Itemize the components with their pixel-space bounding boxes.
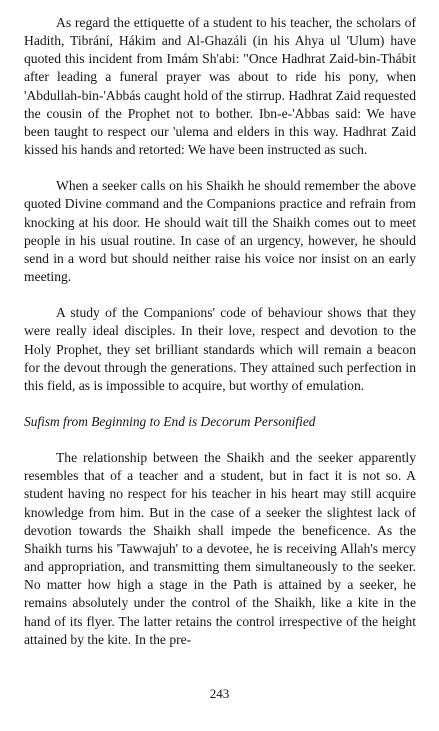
page-number: 243 — [209, 686, 230, 701]
paragraph-spacer — [24, 431, 416, 449]
section-heading: Sufism from Beginning to End is Decorum Personified — [24, 413, 316, 429]
paragraph-spacer — [24, 159, 416, 177]
page-body — [24, 14, 416, 649]
paragraph-seeker-calls-on-shaikh: When a seeker calls on his Shaikh he should remember the above quoted Divine command and the Companions practice and refrain from knocking at his door. He should wait till the Shaikh comes out to meet people in his usual routine. In case of an urgency, however, he should send in a word but should neither raise his voice nor insist on an early meeting. — [24, 178, 416, 285]
paragraph-spacer — [24, 395, 416, 413]
paragraph-spacer — [24, 286, 416, 304]
paragraph-shaikh-seeker-relationship: The relationship between the Shaikh and the seeker apparently resembles that of a teacher and a student, but in fact it is not so. A student having no respect for his teacher in his heart may still acquire knowledge from him. But in the case of a seeker the slightest lack of devotion towards the Shaikh shall impede the beneficence. As the Shaikh turns his 'Tawwajuh' to a devotee, he is receiving Allah's mercy and appropriation, and transmitting them simultaneously to the seeker. No matter how high a stage in the Path is attained by a seeker, he remains absolutely under the control of the Shaikh, like a kite in the hand of its flyer. The latter retains the control irrespective of the height attained by the kite. In the pre- — [24, 450, 416, 647]
paragraph-etiquette-of-student: As regard the ettiquette of a student to his teacher, the scholars of Hadith, Tibrání, Hákim and Al-Ghazáli (in his Ahya ul 'Ulum) have quoted this incident from Imám Sh'abi: "Once Hadhrat Zaid-bin-Thábit after leading a funeral prayer was about to ride his pony, when 'Abdullah-bin-'Abbás caught hold of the stirrup. Hadhrat Zaid requested the cousin of the Prophet not to bother. Ibn-e-'Abbas said: We have been taught to respect our 'ulema and elders in this way. Hadhrat Zaid kissed his hands and retorted: We have been instructed as such. — [24, 15, 416, 158]
paragraph-companions-code: A study of the Companions' code of behaviour shows that they were really ideal disciples. In their love, respect and devotion to the Holy Prophet, they set brilliant standards which will remain a beacon for the devout through the generations. They attained such perfection in this field, as is impossible to acquire, but worthy of emulation. — [24, 305, 416, 393]
